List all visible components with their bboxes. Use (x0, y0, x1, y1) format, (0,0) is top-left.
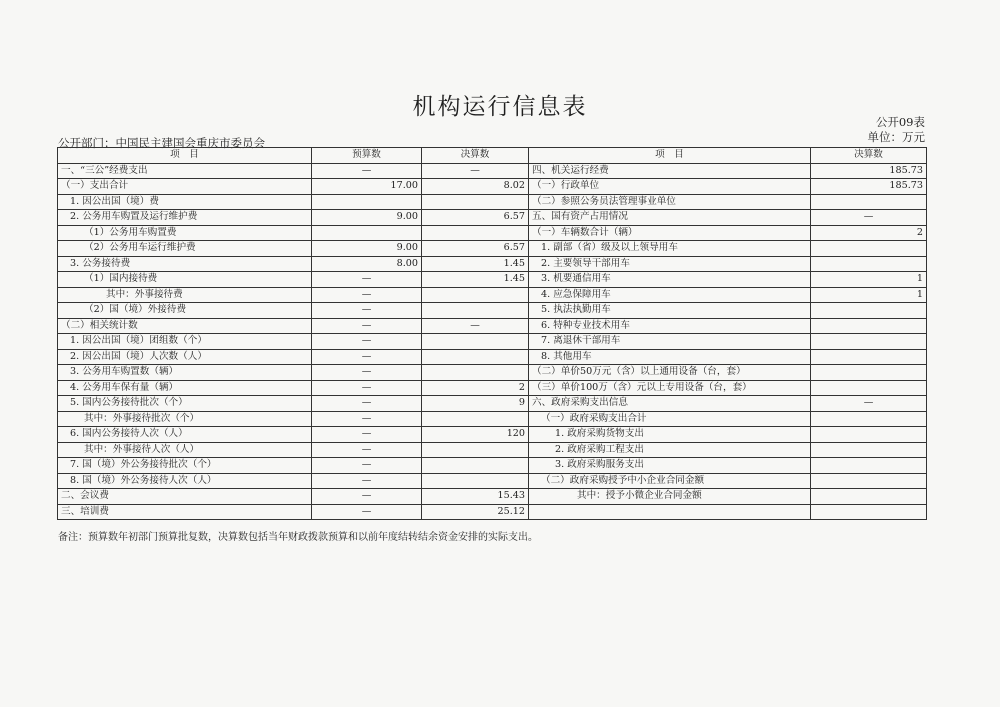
unit-label: 单位：万元 (867, 130, 925, 144)
actual-value-right: 1 (811, 287, 927, 303)
actual-value-right: 1 (811, 272, 927, 288)
table-row (58, 163, 927, 179)
row-label-right: 1. 政府采购货物支出 (529, 427, 811, 443)
table-row (58, 427, 927, 443)
row-label-left: 其中：外事接待费 (58, 287, 312, 303)
department-label: 公开部门：中国民主建国会重庆市委员会 (58, 136, 265, 150)
budget-value: 8.00 (312, 256, 422, 272)
table-row (58, 334, 927, 350)
actual-value (422, 473, 529, 489)
table-row (58, 396, 927, 412)
row-label-left: 其中：外事接待批次（个） (58, 411, 312, 427)
actual-value-right (811, 458, 927, 474)
row-label-left: （1）国内接待费 (58, 272, 312, 288)
budget-value: — (312, 334, 422, 350)
row-label-right: 3. 机要通信用车 (529, 272, 811, 288)
actual-value-right (811, 194, 927, 210)
budget-value: — (312, 458, 422, 474)
row-label-right: 6. 特种专业技术用车 (529, 318, 811, 334)
row-label-right: 2. 政府采购工程支出 (529, 442, 811, 458)
budget-value: — (312, 318, 422, 334)
table-row (58, 489, 927, 505)
row-label-right: 5. 执法执勤用车 (529, 303, 811, 319)
actual-value (422, 411, 529, 427)
actual-value-right (811, 303, 927, 319)
actual-value: 120 (422, 427, 529, 443)
actual-value-right: 2 (811, 225, 927, 241)
actual-value: 8.02 (422, 179, 529, 195)
actual-value-right (811, 504, 927, 520)
budget-value: — (312, 287, 422, 303)
budget-value: — (312, 303, 422, 319)
actual-value-right: — (811, 210, 927, 226)
actual-value-right (811, 241, 927, 257)
table-row (58, 504, 927, 520)
row-label-left: 一、“三公”经费支出 (58, 163, 312, 179)
budget-value: — (312, 163, 422, 179)
budget-value (312, 225, 422, 241)
table-row (58, 458, 927, 474)
row-label-right: （二）参照公务员法管理事业单位 (529, 194, 811, 210)
row-label-right: （一）政府采购支出合计 (529, 411, 811, 427)
actual-value: — (422, 163, 529, 179)
row-label-left: （二）相关统计数 (58, 318, 312, 334)
row-label-right: 2. 主要领导干部用车 (529, 256, 811, 272)
row-label-left: 1. 因公出国（境）费 (58, 194, 312, 210)
table-row (58, 194, 927, 210)
table-row (58, 179, 927, 195)
header-actual: 决算数 (422, 148, 529, 164)
budget-value: — (312, 504, 422, 520)
row-label-left: 三、培训费 (58, 504, 312, 520)
table-row (58, 380, 927, 396)
actual-value: 2 (422, 380, 529, 396)
row-label-left: （2）公务用车运行维护费 (58, 241, 312, 257)
budget-value: — (312, 442, 422, 458)
row-label-left: （一）支出合计 (58, 179, 312, 195)
actual-value-right (811, 318, 927, 334)
row-label-left: 4. 公务用车保有量（辆） (58, 380, 312, 396)
budget-value: 17.00 (312, 179, 422, 195)
actual-value: — (422, 318, 529, 334)
row-label-left: 5. 国内公务接待批次（个） (58, 396, 312, 412)
header-item-right: 项 目 (529, 148, 811, 164)
actual-value-right (811, 334, 927, 350)
row-label-right: （二）单价50万元（含）以上通用设备（台，套） (529, 365, 811, 381)
row-label-right: 1. 副部（省）级及以上领导用车 (529, 241, 811, 257)
row-label-left: 其中：外事接待人次（人） (58, 442, 312, 458)
table-row (58, 411, 927, 427)
header-actual-right: 决算数 (811, 148, 927, 164)
actual-value-right (811, 256, 927, 272)
row-label-left: 1. 因公出国（境）团组数（个） (58, 334, 312, 350)
form-number: 公开09表 (875, 115, 925, 129)
budget-value: — (312, 380, 422, 396)
row-label-right: 4. 应急保障用车 (529, 287, 811, 303)
row-label-left: （2）国（境）外接待费 (58, 303, 312, 319)
row-label-left: 8. 国（境）外公务接待人次（人） (58, 473, 312, 489)
footnote: 备注：预算数年初部门预算批复数，决算数包括当年财政拨款预算和以前年度结转结余资金安排的实际支出。 (58, 532, 538, 543)
row-label-right: 3. 政府采购服务支出 (529, 458, 811, 474)
actual-value-right (811, 365, 927, 381)
table-row (58, 287, 927, 303)
actual-value: 1.45 (422, 256, 529, 272)
budget-value: — (312, 489, 422, 505)
table-header-row (58, 148, 927, 164)
row-label-right: 其中：授予小微企业合同金额 (529, 489, 811, 505)
table-row (58, 256, 927, 272)
actual-value-right (811, 380, 927, 396)
budget-value: — (312, 272, 422, 288)
budget-value (312, 194, 422, 210)
row-label-right: （三）单价100万（含）元以上专用设备（台，套） (529, 380, 811, 396)
budget-value: — (312, 411, 422, 427)
row-label-right: 五、国有资产占用情况 (529, 210, 811, 226)
actual-value-right: — (811, 396, 927, 412)
row-label-left: 2. 公务用车购置及运行维护费 (58, 210, 312, 226)
row-label-right (529, 504, 811, 520)
budget-value: 9.00 (312, 241, 422, 257)
table-body (58, 163, 927, 520)
actual-value-right (811, 442, 927, 458)
table-row (58, 442, 927, 458)
row-label-right: 六、政府采购支出信息 (529, 396, 811, 412)
table-row (58, 473, 927, 489)
table-row (58, 349, 927, 365)
row-label-left: （1）公务用车购置费 (58, 225, 312, 241)
budget-value: — (312, 365, 422, 381)
table-row (58, 318, 927, 334)
actual-value (422, 458, 529, 474)
actual-value (422, 365, 529, 381)
actual-value-right (811, 411, 927, 427)
table-row (58, 210, 927, 226)
header-budget: 预算数 (312, 148, 422, 164)
budget-value: — (312, 349, 422, 365)
actual-value: 6.57 (422, 241, 529, 257)
actual-value: 1.45 (422, 272, 529, 288)
row-label-right: 四、机关运行经费 (529, 163, 811, 179)
table-row (58, 225, 927, 241)
actual-value: 6.57 (422, 210, 529, 226)
actual-value-right: 185.73 (811, 163, 927, 179)
actual-value (422, 287, 529, 303)
row-label-right: 8. 其他用车 (529, 349, 811, 365)
actual-value (422, 194, 529, 210)
actual-value (422, 349, 529, 365)
row-label-right: （二）政府采购授予中小企业合同金额 (529, 473, 811, 489)
actual-value: 9 (422, 396, 529, 412)
actual-value-right: 185.73 (811, 179, 927, 195)
actual-value-right (811, 349, 927, 365)
row-label-left: 7. 国（境）外公务接待批次（个） (58, 458, 312, 474)
table-row (58, 241, 927, 257)
actual-value (422, 303, 529, 319)
row-label-left: 6. 国内公务接待人次（人） (58, 427, 312, 443)
actual-value-right (811, 489, 927, 505)
header-item-left: 项 目 (58, 148, 312, 164)
row-label-right: 7. 离退休干部用车 (529, 334, 811, 350)
row-label-left: 二、会议费 (58, 489, 312, 505)
actual-value (422, 334, 529, 350)
row-label-right: （一）行政单位 (529, 179, 811, 195)
row-label-left: 3. 公务接待费 (58, 256, 312, 272)
budget-value: — (312, 473, 422, 489)
actual-value (422, 442, 529, 458)
actual-value-right (811, 473, 927, 489)
page-title: 机构运行信息表 (412, 94, 588, 120)
table-row (58, 365, 927, 381)
actual-value (422, 225, 529, 241)
table-row (58, 272, 927, 288)
budget-value: — (312, 427, 422, 443)
budget-value: 9.00 (312, 210, 422, 226)
actual-value-right (811, 427, 927, 443)
budget-value: — (312, 396, 422, 412)
actual-value: 25.12 (422, 504, 529, 520)
table-row (58, 303, 927, 319)
row-label-left: 3. 公务用车购置数（辆） (58, 365, 312, 381)
actual-value: 15.43 (422, 489, 529, 505)
row-label-left: 2. 因公出国（境）人次数（人） (58, 349, 312, 365)
info-table (57, 147, 927, 520)
row-label-right: （一）车辆数合计（辆） (529, 225, 811, 241)
